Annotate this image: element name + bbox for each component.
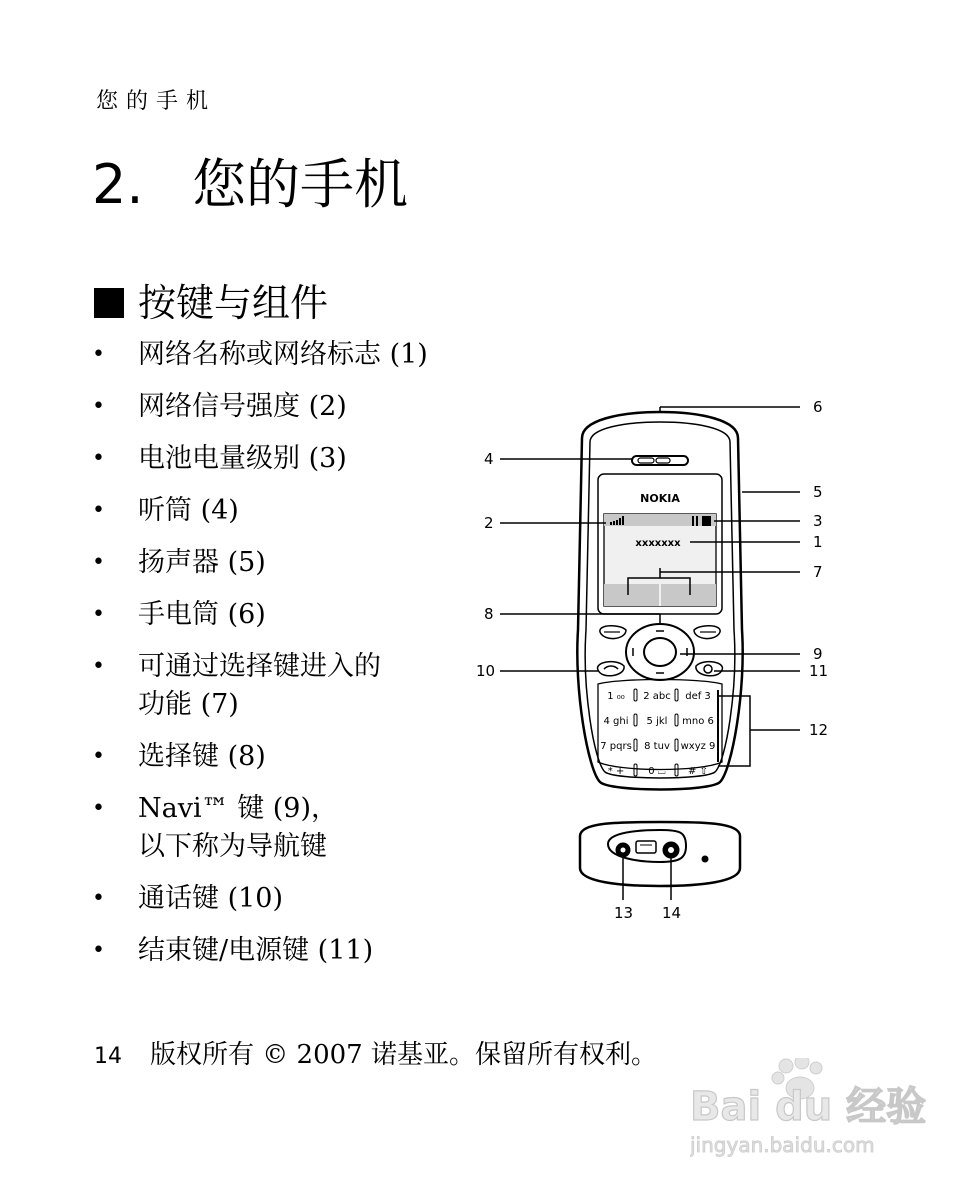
phone-bottom-view <box>580 822 740 886</box>
phone-diagram <box>470 390 850 930</box>
chapter-number: 2. <box>92 153 144 216</box>
key-divider <box>675 739 678 751</box>
watermark-url: jingyan.baidu.com <box>690 1133 875 1157</box>
keypad <box>600 689 715 777</box>
list-item-text: 电池电量级别 (3) <box>138 443 347 474</box>
keypad-key: 0 ⌴ <box>648 766 666 777</box>
bullet-icon: • <box>92 886 105 911</box>
keypad-key: # ⇧ <box>688 766 708 777</box>
list-item <box>92 544 512 582</box>
callout-12: 12 <box>809 721 829 739</box>
list-item-text: 通话键 (10) <box>138 883 284 914</box>
list-item <box>92 492 512 530</box>
bullet-icon: • <box>92 394 105 419</box>
bullet-icon: • <box>92 342 105 367</box>
callout-5: 5 <box>813 483 823 501</box>
bullet-icon: • <box>92 796 105 821</box>
bullet-icon: • <box>92 654 105 679</box>
list-item-text: 以下称为导航键 <box>138 831 327 862</box>
bullet-icon: • <box>92 446 105 471</box>
section-title <box>94 272 328 327</box>
page-number: 14 <box>94 1044 122 1069</box>
list-item <box>92 440 512 478</box>
parts-list <box>92 336 512 970</box>
bullet-icon: • <box>92 602 105 627</box>
callout-8: 8 <box>484 605 494 623</box>
bullet-icon: • <box>92 938 105 963</box>
list-item <box>92 790 512 866</box>
list-item <box>92 388 512 426</box>
callout-numbers <box>476 398 828 922</box>
callout-6: 6 <box>813 398 823 416</box>
keypad-key: wxyz 9 <box>680 741 716 752</box>
bullet-icon: • <box>92 744 105 769</box>
callout-13: 13 <box>614 904 634 922</box>
callout-1: 1 <box>813 533 823 551</box>
list-item-text: 手电筒 (6) <box>138 599 266 630</box>
list-item-text: 网络名称或网络标志 (1) <box>138 339 428 370</box>
bullet-icon: • <box>92 550 105 575</box>
keypad-key: mno 6 <box>682 716 714 727</box>
callout-lines <box>500 407 800 900</box>
keypad-key: * + <box>607 766 625 777</box>
callout-10: 10 <box>476 662 496 680</box>
chapter-title <box>92 142 408 219</box>
list-item <box>92 932 512 970</box>
keypad-key: 7 pqrs <box>600 741 632 752</box>
list-item <box>92 336 512 374</box>
section-square-icon <box>94 288 124 318</box>
key-divider <box>634 764 637 776</box>
list-item <box>92 738 512 776</box>
list-item-text: 选择键 (8) <box>138 741 266 772</box>
callout-3: 3 <box>813 512 823 530</box>
callout-14: 14 <box>662 904 682 922</box>
key-divider <box>634 714 637 726</box>
list-item <box>92 596 512 634</box>
list-item-text: 功能 (7) <box>138 689 239 720</box>
key-divider <box>675 764 678 776</box>
phone-body <box>577 412 742 790</box>
list-item <box>92 880 512 918</box>
key-divider <box>675 689 678 701</box>
keypad-key: 5 jkl <box>646 716 668 727</box>
keypad-key: 2 abc <box>643 691 671 702</box>
list-item-text: 网络信号强度 (2) <box>138 391 347 422</box>
keypad-key: 4 ghi <box>603 716 629 727</box>
chapter-title-text: 您的手机 <box>192 153 408 216</box>
baidu-jingyan-watermark <box>690 1058 930 1158</box>
callout-4: 4 <box>484 450 494 468</box>
key-divider <box>675 714 678 726</box>
list-item-text: Navi™ 键 (9)， <box>138 793 339 824</box>
keypad-key: 8 tuv <box>644 741 670 752</box>
callout-7: 7 <box>813 563 823 581</box>
list-item-text: 扬声器 (5) <box>138 547 266 578</box>
bullet-icon: • <box>92 498 105 523</box>
keypad-key: 1 ₀₀ <box>607 691 625 702</box>
network-name-text: xxxxxxx <box>635 538 681 549</box>
callout-2: 2 <box>484 514 494 532</box>
watermark-brand: Bai du 经验 <box>690 1084 927 1130</box>
section-title-text: 按键与组件 <box>138 281 329 325</box>
copyright-text: 版权所有 © 2007 诺基亚。保留所有权利。 <box>150 1040 657 1070</box>
list-item-text: 结束键/电源键 (11) <box>138 935 374 966</box>
brand-logo: NOKIA <box>640 492 680 505</box>
list-item <box>92 648 512 724</box>
callout-9: 9 <box>813 645 823 663</box>
list-item-text: 可通过选择键进入的 <box>138 651 381 682</box>
key-divider <box>634 689 637 701</box>
running-header: 您的手机 <box>96 89 217 114</box>
list-item-text: 听筒 (4) <box>138 495 239 526</box>
key-divider <box>634 739 637 751</box>
keypad-key: def 3 <box>685 691 711 702</box>
page-footer <box>94 1034 657 1071</box>
callout-11: 11 <box>809 662 829 680</box>
